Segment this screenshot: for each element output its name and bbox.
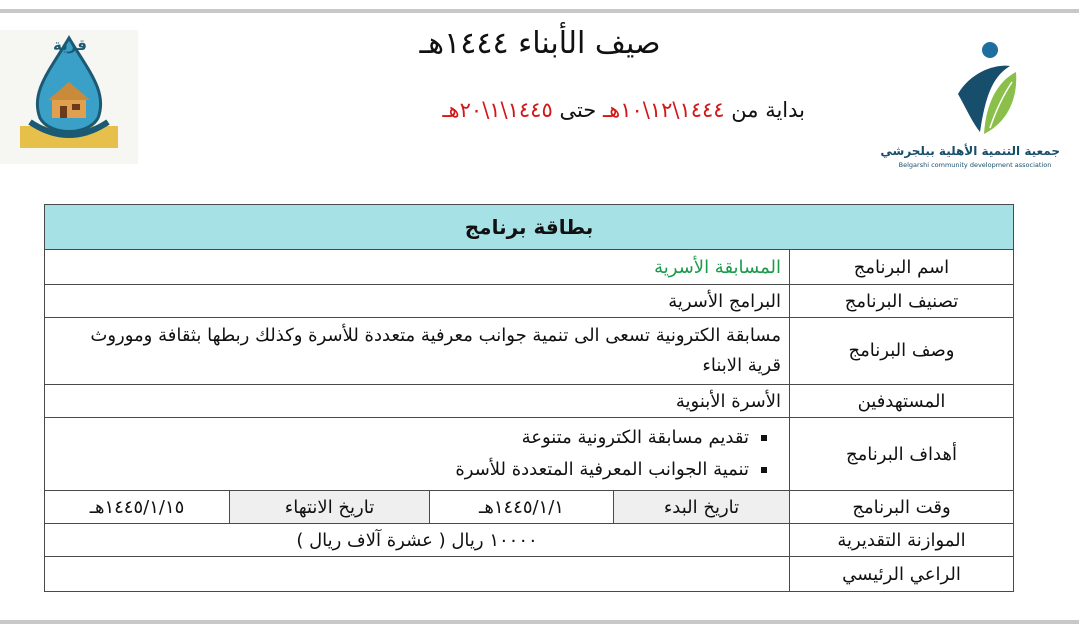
date-middle: حتى (559, 98, 597, 122)
start-date-label: تاريخ البدء (614, 491, 790, 524)
card-title: بطاقة برنامج (45, 205, 1014, 250)
bottom-divider (0, 620, 1079, 624)
start-date: ١٤٤٤\١٢\١٠هـ (602, 98, 725, 122)
association-name-ar: جمعية التنمية الأهلية ببلجرشي (880, 144, 1060, 158)
association-logo (880, 36, 1065, 176)
program-goals-label: أهداف البرنامج (790, 418, 1014, 491)
goal-item: تنمية الجوانب المعرفية المتعددة للأسرة (53, 454, 767, 486)
program-description-value: مسابقة الكترونية تسعى الى تنمية جوانب معرفية متعددة للأسرة وكذلك ربطها بثقافة وموروث قرية الابناء (45, 318, 790, 385)
target-audience-label: المستهدفين (790, 385, 1014, 418)
date-prefix: بداية من (731, 98, 805, 122)
main-sponsor-label: الراعي الرئيسي (790, 557, 1014, 592)
logo-village-word: قرية (53, 36, 87, 54)
target-audience-value: الأسرة الأبنوية (45, 385, 790, 418)
end-date: ١٤٤٥\١\٢٠هـ (442, 98, 553, 122)
budget-value: ١٠٠٠٠ ريال ( عشرة آلاف ريال ) (45, 524, 790, 557)
goal-item: تقديم مسابقة الكترونية متنوعة (53, 422, 767, 454)
end-date-value: ١٤٤٥/١/١٥هـ (45, 491, 230, 524)
village-logo (0, 30, 138, 164)
program-description-label: وصف البرنامج (790, 318, 1014, 385)
program-card (44, 204, 1013, 592)
community-figure-leaf-logo-icon (890, 36, 1065, 144)
program-card-table (44, 204, 1014, 592)
page-title: صيف الأبناء ١٤٤٤هـ (419, 26, 661, 61)
program-name-label: اسم البرنامج (790, 250, 1014, 285)
program-time-label: وقت البرنامج (790, 491, 1014, 524)
program-name-value: المسابقة الأسرية (45, 250, 790, 285)
start-date-value: ١٤٤٥/١/١هـ (430, 491, 614, 524)
association-name-en: Belgarshi community development association (898, 161, 1052, 169)
program-classification-label: تصنيف البرنامج (790, 285, 1014, 318)
date-range (300, 98, 805, 122)
budget-label: الموازنة التقديرية (790, 524, 1014, 557)
top-divider (0, 9, 1079, 13)
program-classification-value: البرامج الأسرية (45, 285, 790, 318)
main-sponsor-value (45, 557, 790, 592)
program-goals-value (45, 418, 790, 491)
goals-list (53, 422, 781, 486)
end-date-label: تاريخ الانتهاء (230, 491, 430, 524)
